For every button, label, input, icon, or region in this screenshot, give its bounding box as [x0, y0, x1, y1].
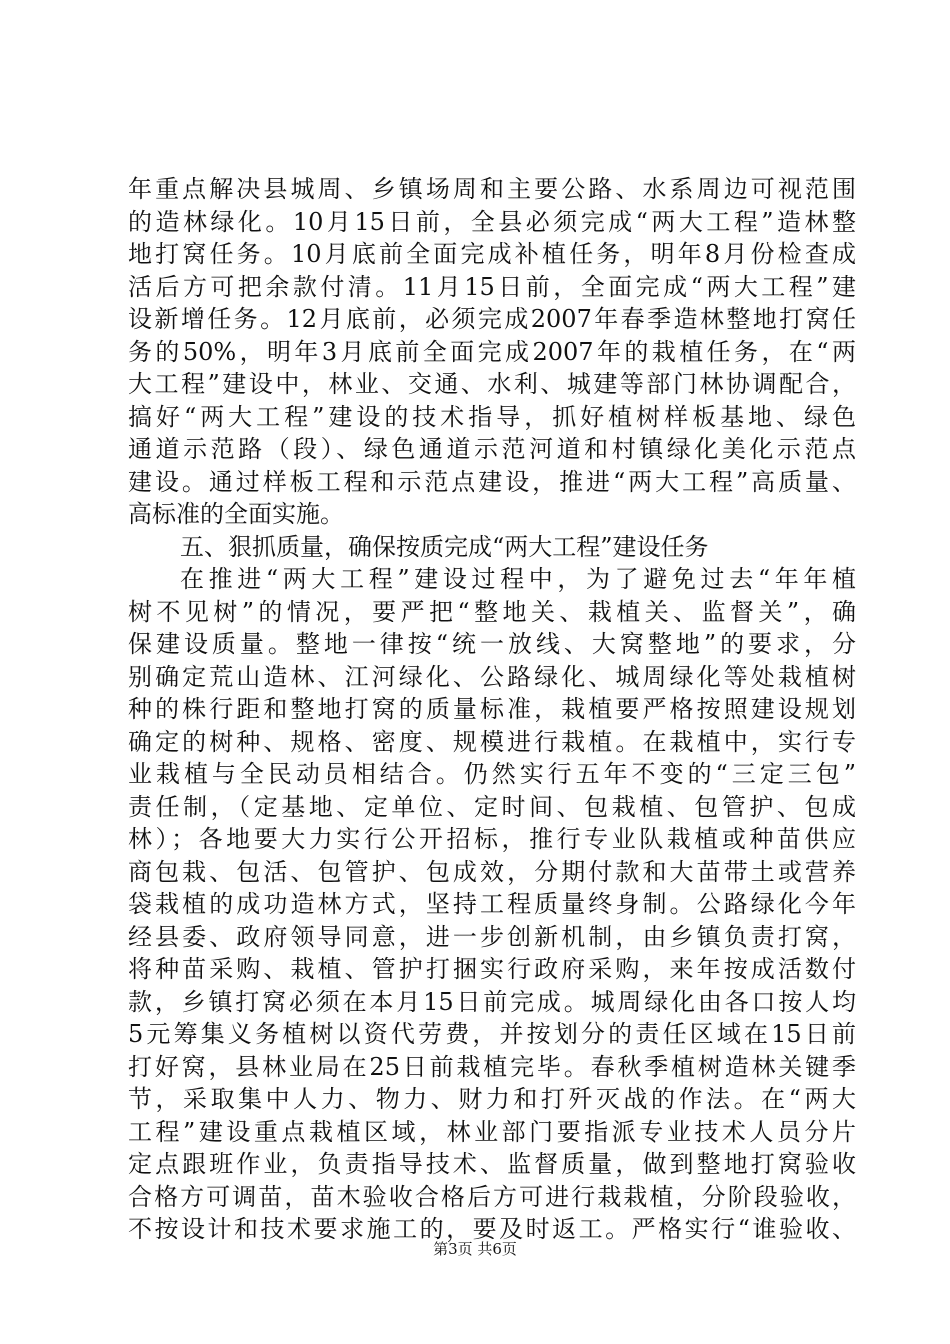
text-line: 业栽植与全民动员相结合。仍然实行五年不变的“三定三包” — [128, 760, 856, 788]
text-line: 年重点解决县城周、乡镇场周和主要公路、水系周边可视范围 — [128, 175, 856, 203]
text-line: 确定的树种、规格、密度、规模进行栽植。在栽植中，实行专 — [128, 727, 856, 756]
text-line: 工程”建设重点栽植区域，林业部门要指派专业技术人员分片 — [128, 1117, 856, 1146]
text-line: 通道示范路（段）、绿色通道示范河道和村镇绿化美化示范点 — [128, 435, 856, 463]
text-line: 保建设质量。整地一律按“统一放线、大窝整地”的要求，分 — [128, 630, 856, 658]
text-line: 高标准的全面实施。 — [128, 500, 344, 528]
text-line: 袋栽植的成功造林方式，坚持工程质量终身制。公路绿化今年 — [128, 890, 856, 918]
text-line: 设新增任务。12月底前，必须完成2007年春季造林整地打窝任 — [128, 305, 856, 333]
text-line: 活后方可把余款付清。11月15日前，全面完成“两大工程”建 — [128, 272, 856, 301]
text-line: 林）；各地要大力实行公开招标，推行专业队栽植或种苗供应 — [128, 825, 856, 853]
text-line: 商包栽、包活、包管护、包成效，分期付款和大苗带土或营养 — [128, 857, 856, 886]
text-line: 定点跟班作业，负责指导技术、监督质量，做到整地打窝验收 — [128, 1150, 856, 1178]
text-line: 搞好“两大工程”建设的技术指导，抓好植树样板基地、绿色 — [128, 402, 856, 431]
body-text — [128, 173, 856, 1246]
text-line: 款，乡镇打窝必须在本月15日前完成。城周绿化由各口按人均 — [128, 987, 856, 1016]
text-line: 别确定荒山造林、江河绿化、公路绿化、城周绿化等处栽植树 — [128, 662, 856, 691]
text-line: 不按设计和技术要求施工的，要及时返工。严格实行“谁验收、 — [128, 1215, 856, 1243]
section-heading: 五、狠抓质量，确保按质完成“两大工程”建设任务 — [180, 532, 709, 561]
page-number-footer: 第3页 共6页 — [433, 1240, 517, 1258]
text-line: 5元筹集义务植树以资代劳费，并按划分的责任区域在15日前 — [128, 1020, 856, 1048]
text-line: 责任制，（定基地、定单位、定时间、包栽植、包管护、包成 — [128, 792, 856, 821]
text-line: 务的50%，明年3月底前全面完成2007年的栽植任务，在“两 — [128, 337, 856, 366]
text-line: 在推进“两大工程”建设过程中，为了避免过去“年年植 — [180, 565, 856, 593]
text-line: 树不见树”的情况，要严把“整地关、栽植关、监督关”，确 — [128, 597, 856, 626]
text-line: 地打窝任务。10月底前全面完成补植任务，明年8月份检查成 — [128, 240, 856, 268]
text-line: 种的株行距和整地打窝的质量标准，栽植要严格按照建设规划 — [128, 695, 856, 723]
text-line: 大工程”建设中，林业、交通、水利、城建等部门林协调配合， — [128, 370, 856, 398]
text-line: 节，采取集中人力、物力、财力和打歼灭战的作法。在“两大 — [128, 1085, 856, 1113]
text-line: 经县委、政府领导同意，进一步创新机制，由乡镇负责打窝， — [128, 922, 856, 951]
text-line: 建设。通过样板工程和示范点建设，推进“两大工程”高质量、 — [128, 467, 856, 496]
text-line: 合格方可调苗，苗木验收合格后方可进行栽栽植，分阶段验收， — [128, 1182, 856, 1211]
text-line: 的造林绿化。10月15日前，全县必须完成“两大工程”造林整 — [128, 207, 856, 236]
text-line: 将种苗采购、栽植、管护打捆实行政府采购，来年按成活数付 — [128, 955, 856, 983]
text-line: 打好窝，县林业局在25日前栽植完毕。春秋季植树造林关键季 — [128, 1052, 856, 1081]
